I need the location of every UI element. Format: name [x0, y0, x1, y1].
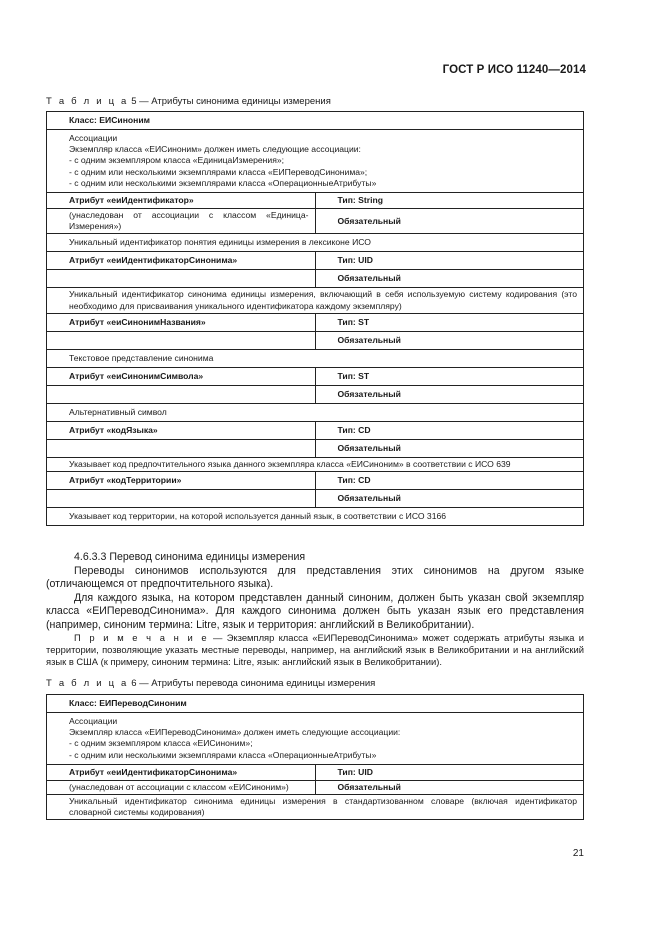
empty-cell	[47, 490, 316, 508]
attr-description: Текстовое представление синонима	[47, 349, 584, 367]
empty-cell	[47, 385, 316, 403]
table6-associations	[47, 713, 584, 765]
attr-required: Обязательный	[315, 209, 584, 234]
attr-type: Тип: String	[315, 193, 584, 209]
table5-assoc-line: Ассоциации	[69, 133, 118, 143]
table5-assoc-line: - с одним экземпляром класса «ЕдиницаИзмерения»;	[69, 155, 285, 166]
empty-cell	[47, 439, 316, 457]
table6-caption-text: 6 — Атрибуты перевода синонима единицы измерения	[131, 678, 376, 689]
attr-name: Атрибут «еиСинонимСимвола»	[47, 367, 316, 385]
attr-name: Атрибут «еиИдентификаторСинонима»	[47, 252, 316, 270]
table6-assoc-line: Экземпляр класса «ЕИПереводСинонима» должен иметь следующие ассоциации:	[69, 727, 401, 738]
table6-assoc-line: - с одним или несколькими экземплярами класса «ОперационныеАтрибуты»	[69, 749, 377, 760]
section-paragraph: Для каждого языка, на котором представлен данный синоним, должен быть указан свой экземпляр класса «ЕИПереводСинонима». Для каждого синонима должен быть указан язык его представления (например, синоним термина: Litre, язык и территория: английский в Великобритании).	[46, 591, 584, 631]
attr-description: Указывает код предпочтительного языка данного экземпляра класса «ЕИСиноним» в соответствии с ИСО 639	[47, 457, 584, 471]
attr-type: Тип: CD	[315, 472, 584, 490]
attr-description: Указывает код территории, на которой используется данный язык, в соответствии с ИСО 3166	[47, 508, 584, 526]
empty-cell	[47, 331, 316, 349]
note-prefix: П р и м е ч а н и е	[74, 632, 209, 643]
table5-caption	[46, 96, 331, 107]
section-title: 4.6.3.3 Перевод синонима единицы измерения	[74, 551, 306, 563]
section-paragraph: Переводы синонимов используются для представления этих синонимов на другом языке (отличающемся от предпочтительного языка).	[46, 564, 584, 591]
table5-assoc-line: - с одним или несколькими экземплярами класса «ОперационныеАтрибуты»	[69, 177, 377, 188]
attr-description: Уникальный идентификатор синонима единицы измерения в стандартизованном словаре (включая идентификатор словарной системы кодирования)	[47, 795, 584, 820]
table6	[46, 694, 584, 820]
table6-assoc-line: Ассоциации	[69, 716, 118, 726]
table6-caption-prefix: Т а б л и ц а	[46, 678, 129, 689]
table5-assoc-line: - с одним или несколькими экземплярами класса «ЕИПереводСинонима»;	[69, 166, 368, 177]
attr-inherit-note: (унаследован от ассоциации с классом «Единица-Измерения»)	[47, 209, 316, 234]
attr-name: Атрибут «кодЯзыка»	[47, 421, 316, 439]
attr-name: Атрибут «кодТерритории»	[47, 472, 316, 490]
attr-type: Тип: UID	[315, 252, 584, 270]
table6-assoc-line: - с одним экземпляром класса «ЕИСиноним»;	[69, 738, 253, 749]
note	[46, 632, 584, 669]
attr-required: Обязательный	[315, 780, 584, 794]
attr-required: Обязательный	[315, 490, 584, 508]
table5-associations	[47, 130, 584, 193]
attr-required: Обязательный	[315, 439, 584, 457]
table6-class-label: Класс: ЕИПереводСиноним	[47, 695, 584, 713]
note-text: — Экземпляр класса «ЕИПереводСинонима» может содержать атрибуты языка и территории, позволяющие указать местные переводы, например, на английский язык в Великобритании и на английский язык в США (к примеру, синоним термина: Litre, язык: английский язык в Великобритании).	[46, 632, 584, 668]
attr-type: Тип: UID	[315, 764, 584, 780]
attr-name: Атрибут «еиИдентификатор»	[47, 193, 316, 209]
attr-inherit-note: (унаследован от ассоциации с классом «ЕИСиноним»)	[47, 780, 316, 794]
attr-type: Тип: CD	[315, 421, 584, 439]
attr-name: Атрибут «еиИдентификаторСинонима»	[47, 764, 316, 780]
attr-required: Обязательный	[315, 385, 584, 403]
table6-caption	[46, 678, 375, 689]
attr-required: Обязательный	[315, 270, 584, 288]
section-4-6-3-3	[46, 551, 584, 633]
attr-description: Уникальный идентификатор понятия единицы измерения в лексиконе ИСО	[47, 234, 584, 252]
table5-caption-text: 5 — Атрибуты синонима единицы измерения	[131, 96, 331, 107]
table5	[46, 111, 584, 526]
table5-caption-prefix: Т а б л и ц а	[46, 96, 129, 107]
attr-name: Атрибут «еиСинонимНазвания»	[47, 313, 316, 331]
document-code: ГОСТ Р ИСО 11240—2014	[442, 64, 586, 76]
empty-cell	[47, 270, 316, 288]
attr-description: Уникальный идентификатор синонима единицы измерения, включающий в себя используемую систему кодирования (это необходимо для присваивания уникального идентификатора каждому экземпляру)	[47, 288, 584, 313]
page-number: 21	[572, 848, 584, 859]
table5-class-label: Класс: ЕИСиноним	[47, 112, 584, 130]
table5-assoc-line: Экземпляр класса «ЕИСиноним» должен иметь следующие ассоциации:	[69, 144, 361, 155]
attr-required: Обязательный	[315, 331, 584, 349]
attr-type: Тип: ST	[315, 313, 584, 331]
attr-description: Альтернативный символ	[47, 403, 584, 421]
attr-type: Тип: ST	[315, 367, 584, 385]
